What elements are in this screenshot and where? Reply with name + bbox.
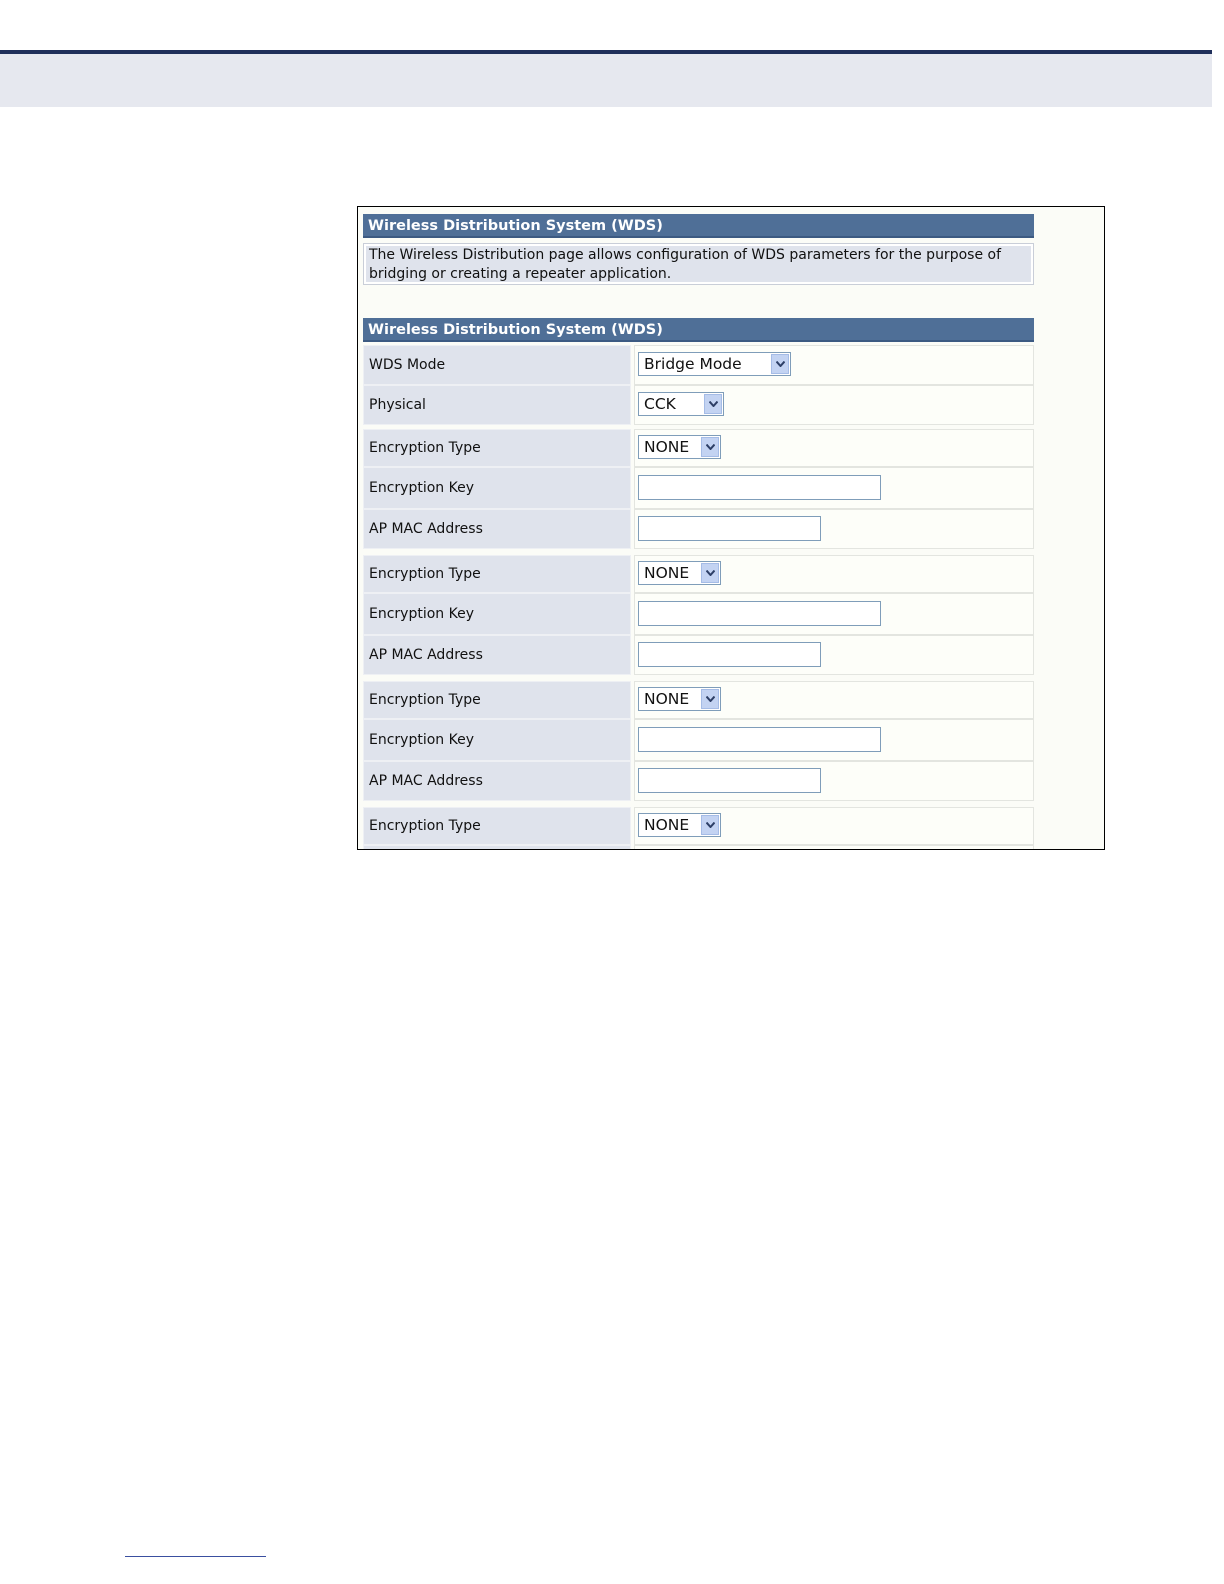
encryption-key-cell: [634, 467, 1034, 509]
row-physical: [363, 385, 1034, 425]
row-encryption-key-1: [363, 467, 1034, 509]
ap-mac-address-label: AP MAC Address: [363, 509, 631, 549]
description-line-1: The Wireless Distribution page allows configuration of WDS parameters for the purpose of: [369, 247, 1001, 263]
chevron-down-icon[interactable]: [771, 354, 789, 374]
wds-mode-select[interactable]: [638, 352, 791, 376]
row-wds-mode: [363, 345, 1034, 385]
physical-cell: [634, 385, 1034, 425]
ap-mac-address-cell: [634, 509, 1034, 549]
encryption-type-label: Encryption Type: [363, 555, 631, 593]
row-encryption-key-2: [363, 593, 1034, 635]
physical-label: Physical: [363, 385, 631, 425]
wds-mode-value: Bridge Mode: [644, 355, 742, 373]
encryption-type-select[interactable]: [638, 813, 721, 837]
encryption-type-value: NONE: [644, 690, 690, 708]
cut-off-label-cell: [363, 845, 631, 850]
ap-mac-address-cell: [634, 761, 1034, 801]
chevron-down-icon[interactable]: [701, 437, 719, 457]
encryption-type-select[interactable]: [638, 561, 721, 585]
section-header: Wireless Distribution System (WDS): [363, 318, 1034, 342]
encryption-key-input[interactable]: [638, 601, 881, 626]
row-encryption-type-1: [363, 429, 1034, 467]
encryption-key-label: Encryption Key: [363, 593, 631, 635]
encryption-type-select[interactable]: [638, 687, 721, 711]
chevron-down-icon[interactable]: [704, 394, 722, 414]
row-encryption-type-3: [363, 681, 1034, 719]
description-box: [363, 243, 1034, 285]
encryption-type-value: NONE: [644, 816, 690, 834]
footer-rule: [125, 1556, 266, 1557]
panel-header: Wireless Distribution System (WDS): [363, 214, 1034, 238]
row-encryption-key-3: [363, 719, 1034, 761]
encryption-type-value: NONE: [644, 438, 690, 456]
ap-mac-address-label: AP MAC Address: [363, 761, 631, 801]
description-text: [366, 246, 1031, 282]
ap-mac-address-input[interactable]: [638, 768, 821, 793]
encryption-key-label: Encryption Key: [363, 719, 631, 761]
encryption-key-label: Encryption Key: [363, 467, 631, 509]
encryption-type-label: Encryption Type: [363, 807, 631, 845]
chevron-down-icon[interactable]: [701, 815, 719, 835]
wds-mode-label: WDS Mode: [363, 345, 631, 385]
encryption-type-cell: [634, 555, 1034, 593]
chevron-down-icon[interactable]: [701, 563, 719, 583]
encryption-type-label: Encryption Type: [363, 429, 631, 467]
ap-mac-address-input[interactable]: [638, 516, 821, 541]
cut-off-value-cell: [634, 845, 1034, 850]
encryption-key-input[interactable]: [638, 727, 881, 752]
row-ap-mac-3: [363, 761, 1034, 801]
ap-mac-address-label: AP MAC Address: [363, 635, 631, 675]
row-encryption-type-2: [363, 555, 1034, 593]
physical-value: CCK: [644, 395, 676, 413]
row-ap-mac-2: [363, 635, 1034, 675]
wds-screenshot: [357, 206, 1105, 850]
physical-select[interactable]: [638, 392, 724, 416]
ap-mac-address-input[interactable]: [638, 642, 821, 667]
encryption-key-input[interactable]: [638, 475, 881, 500]
row-ap-mac-1: [363, 509, 1034, 549]
encryption-type-cell: [634, 807, 1034, 845]
row-cut-off: [363, 845, 1034, 850]
chevron-down-icon[interactable]: [701, 689, 719, 709]
encryption-key-cell: [634, 593, 1034, 635]
row-encryption-type-4: [363, 807, 1034, 845]
encryption-type-label: Encryption Type: [363, 681, 631, 719]
encryption-type-select[interactable]: [638, 435, 721, 459]
encryption-type-cell: [634, 681, 1034, 719]
page-header-band: [0, 54, 1212, 107]
encryption-key-cell: [634, 719, 1034, 761]
encryption-type-value: NONE: [644, 564, 690, 582]
description-line-2: bridging or creating a repeater application.: [369, 266, 672, 282]
ap-mac-address-cell: [634, 635, 1034, 675]
wds-mode-cell: [634, 345, 1034, 385]
encryption-type-cell: [634, 429, 1034, 467]
